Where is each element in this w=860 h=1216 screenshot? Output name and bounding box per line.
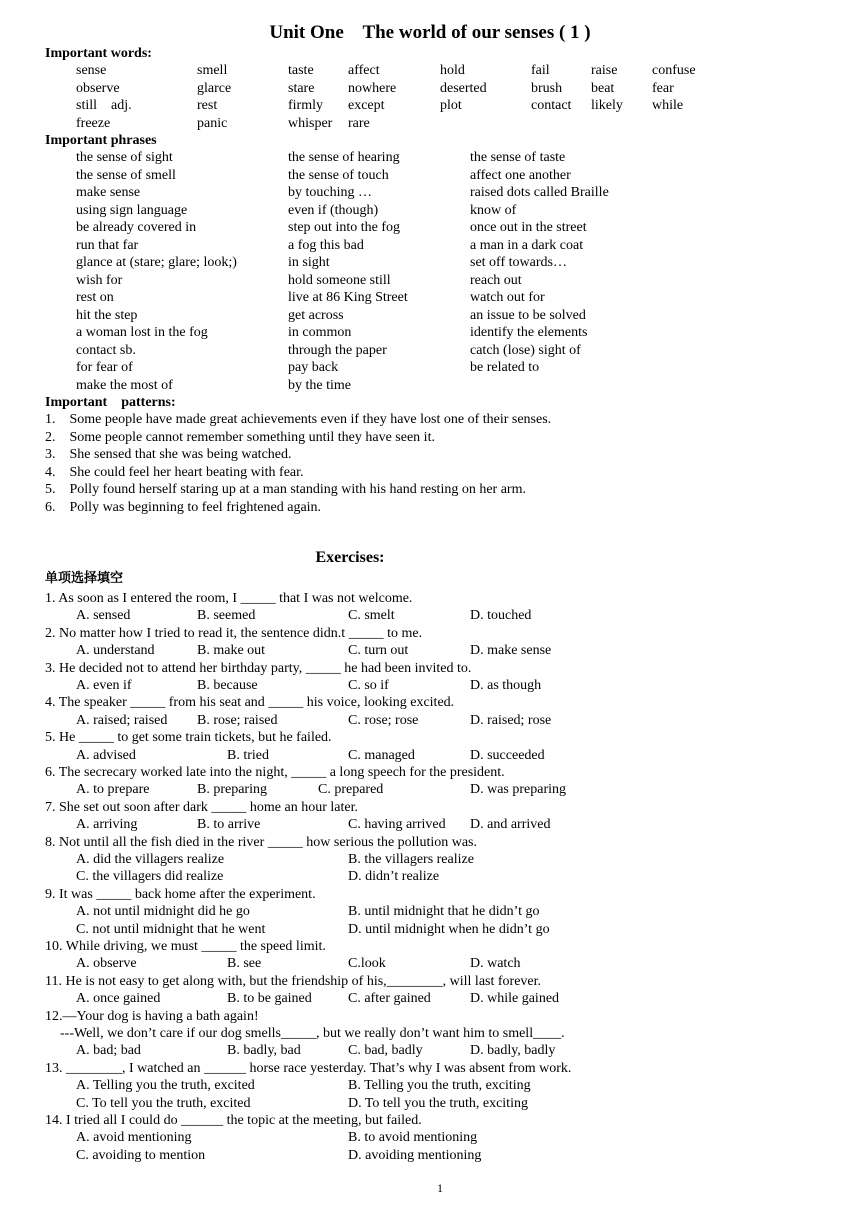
word-item: hold bbox=[440, 63, 465, 78]
phrase-item: step out into the fog bbox=[288, 220, 400, 235]
option-a: A. not until midnight did he go bbox=[76, 904, 250, 920]
question-stem: 11. He is not easy to get along with, but the friendship of his,________, will last forever. bbox=[45, 973, 542, 989]
phrase-item: watch out for bbox=[470, 290, 545, 305]
phrase-item: know of bbox=[470, 202, 517, 218]
option-b: B. make out bbox=[197, 643, 266, 659]
word-item: observe bbox=[76, 80, 120, 96]
phrase-item: through the paper bbox=[288, 342, 387, 358]
word-item: fear bbox=[652, 80, 674, 96]
word-item: smell bbox=[197, 63, 228, 78]
phrase-item: run that far bbox=[76, 237, 139, 253]
option-a: A. bad; bad bbox=[76, 1043, 141, 1059]
word-item: freeze bbox=[76, 115, 111, 131]
question-stem: 2. No matter how I tried to read it, the sentence didn.t _____ to me. bbox=[45, 625, 423, 641]
option-b: B. until midnight that he didn’t go bbox=[348, 904, 540, 920]
phrase-item: a man in a dark coat bbox=[470, 237, 584, 253]
page-title: Unit One The world of our senses ( 1 ) bbox=[269, 22, 591, 43]
option-c: C. managed bbox=[348, 747, 415, 763]
option-a: A. once gained bbox=[76, 991, 161, 1007]
pattern-item: 3. She sensed that she was being watched. bbox=[45, 447, 292, 462]
word-item: rare bbox=[348, 115, 370, 131]
option-d: D. didn’t realize bbox=[348, 869, 440, 885]
option-a: A. to prepare bbox=[76, 782, 150, 798]
option-c: C. avoiding to mention bbox=[76, 1147, 206, 1163]
phrase-item: a fog this bad bbox=[288, 237, 364, 253]
words-heading: Important words: bbox=[45, 46, 152, 61]
option-c: C. smelt bbox=[348, 608, 395, 624]
phrase-item: pay back bbox=[288, 360, 339, 375]
exercises-heading: Exercises: bbox=[315, 549, 385, 566]
option-a: A. raised; raised bbox=[76, 712, 168, 728]
question-stem: 1. As soon as I entered the room, I _____ that I was not welcome. bbox=[45, 591, 413, 606]
word-item: beat bbox=[591, 80, 615, 96]
question-stem: 8. Not until all the fish died in the river _____ how serious the pollution was. bbox=[45, 834, 477, 850]
phrase-item: the sense of taste bbox=[470, 150, 566, 165]
question-stem: 5. He _____ to get some train tickets, but he failed. bbox=[45, 730, 332, 746]
option-a: A. avoid mentioning bbox=[76, 1130, 192, 1146]
phrase-item: using sign language bbox=[76, 202, 188, 218]
phrase-item: an issue to be solved bbox=[470, 307, 586, 323]
phrase-item: wish for bbox=[76, 272, 123, 288]
phrase-item: affect one another bbox=[470, 167, 571, 183]
phrase-item: set off towards… bbox=[470, 255, 567, 270]
question-stem: 3. He decided not to attend her birthday party, _____ he had been invited to. bbox=[45, 660, 472, 676]
word-item: panic bbox=[197, 115, 228, 131]
option-d: D. until midnight when he didn’t go bbox=[348, 921, 550, 937]
word-item: deserted bbox=[440, 80, 487, 96]
phrase-item: for fear of bbox=[76, 360, 133, 375]
option-d: D. raised; rose bbox=[470, 712, 552, 728]
option-b: B. Telling you the truth, exciting bbox=[348, 1078, 531, 1094]
question-stem: 7. She set out soon after dark _____ home an hour later. bbox=[45, 799, 358, 815]
pattern-item: 4. She could feel her heart beating with fear. bbox=[45, 464, 304, 480]
word-item: stare bbox=[288, 80, 315, 96]
option-c: C. so if bbox=[348, 678, 389, 693]
option-d: D. watch bbox=[470, 956, 521, 972]
option-a: A. did the villagers realize bbox=[76, 852, 225, 867]
patterns-heading: Important patterns: bbox=[45, 395, 176, 410]
word-item: confuse bbox=[652, 63, 696, 78]
phrase-item: a woman lost in the fog bbox=[76, 325, 208, 340]
word-item: rest bbox=[197, 98, 218, 113]
phrase-item: reach out bbox=[470, 272, 522, 288]
question-stem: 14. I tried all I could do ______ the topic at the meeting, but failed. bbox=[45, 1113, 422, 1128]
option-a: A. advised bbox=[76, 747, 136, 763]
option-a: A. observe bbox=[76, 956, 137, 972]
word-item: affect bbox=[348, 63, 380, 78]
option-a: A. understand bbox=[76, 643, 155, 659]
option-b: B. to arrive bbox=[197, 817, 261, 833]
phrases-heading: Important phrases bbox=[45, 133, 157, 148]
phrase-item: get across bbox=[288, 307, 344, 323]
phrase-item: the sense of sight bbox=[76, 150, 173, 165]
option-c: C. the villagers did realize bbox=[76, 869, 224, 885]
option-c: C. not until midnight that he went bbox=[76, 921, 266, 937]
phrase-item: make sense bbox=[76, 185, 141, 200]
phrase-item: glance at (stare; glare; look;) bbox=[76, 255, 237, 270]
phrase-item: be already covered in bbox=[76, 220, 197, 235]
option-c: C. turn out bbox=[348, 643, 409, 659]
option-d: D. and arrived bbox=[470, 817, 551, 833]
word-item: whisper bbox=[288, 115, 333, 131]
word-item: firmly bbox=[288, 98, 323, 113]
phrase-item: the sense of smell bbox=[76, 167, 176, 183]
word-item: nowhere bbox=[348, 80, 397, 96]
option-c: C. To tell you the truth, excited bbox=[76, 1095, 251, 1111]
option-c: C. bad, badly bbox=[348, 1043, 423, 1059]
option-b: B. tried bbox=[227, 747, 269, 763]
phrase-item: rest on bbox=[76, 290, 114, 305]
option-c: C. having arrived bbox=[348, 817, 446, 833]
option-d: D. touched bbox=[470, 608, 532, 624]
word-item: while bbox=[652, 98, 684, 113]
option-c: C.look bbox=[348, 956, 386, 972]
option-b: B. badly, bad bbox=[227, 1043, 301, 1059]
phrase-item: the sense of hearing bbox=[288, 150, 400, 165]
option-b: B. see bbox=[227, 956, 262, 972]
option-a: A. even if bbox=[76, 678, 132, 693]
phrase-item: be related to bbox=[470, 360, 540, 375]
option-a: A. arriving bbox=[76, 817, 138, 833]
option-d: D. while gained bbox=[470, 991, 560, 1007]
pattern-item: 6. Polly was beginning to feel frightened again. bbox=[45, 499, 322, 515]
option-b: B. because bbox=[197, 678, 258, 693]
question-stem: 6. The secrecary worked late into the night, _____ a long speech for the president. bbox=[45, 765, 505, 780]
question-stem: 10. While driving, we must _____ the speed limit. bbox=[45, 939, 326, 954]
word-item: still adj. bbox=[76, 98, 132, 113]
phrase-item: make the most of bbox=[76, 377, 173, 393]
word-item: taste bbox=[288, 63, 314, 78]
option-a: A. sensed bbox=[76, 608, 131, 624]
option-b: B. the villagers realize bbox=[348, 852, 474, 867]
question-stem: 9. It was _____ back home after the experiment. bbox=[45, 886, 316, 902]
option-d: D. succeeded bbox=[470, 747, 545, 763]
option-d: D. badly, badly bbox=[470, 1043, 556, 1059]
word-item: fail bbox=[531, 63, 550, 78]
phrase-item: contact sb. bbox=[76, 342, 136, 358]
section-heading-cn: 单项选择填空 bbox=[45, 571, 124, 586]
phrase-item: even if (though) bbox=[288, 202, 379, 218]
word-item: plot bbox=[440, 98, 462, 113]
phrase-item: in sight bbox=[288, 255, 330, 270]
word-item: brush bbox=[531, 80, 563, 96]
option-b: B. preparing bbox=[197, 782, 267, 798]
phrase-item: hit the step bbox=[76, 307, 138, 323]
phrase-item: once out in the street bbox=[470, 220, 587, 235]
question-stem: 13. ________, I watched an ______ horse race yesterday. That’s why I was absent from work. bbox=[45, 1060, 572, 1076]
option-c: C. after gained bbox=[348, 991, 431, 1007]
word-item: glarce bbox=[197, 80, 232, 96]
question-stem: 12.—Your dog is having a bath again! bbox=[45, 1008, 259, 1024]
phrase-item: live at 86 King Street bbox=[288, 290, 408, 305]
option-c: C. rose; rose bbox=[348, 712, 419, 728]
phrase-item: the sense of touch bbox=[288, 167, 389, 183]
phrase-item: raised dots called Braille bbox=[470, 185, 609, 200]
word-item: contact bbox=[531, 98, 572, 113]
option-d: D. avoiding mentioning bbox=[348, 1147, 482, 1163]
question-stem-reply: ---Well, we don’t care if our dog smells_____, but we really don’t want him to smell____. bbox=[60, 1026, 565, 1041]
option-c: C. prepared bbox=[318, 782, 384, 798]
pattern-item: 1. Some people have made great achievements even if they have lost one of their senses. bbox=[45, 412, 552, 427]
phrase-item: catch (lose) sight of bbox=[470, 342, 581, 358]
phrase-item: in common bbox=[288, 325, 352, 340]
option-b: B. to avoid mentioning bbox=[348, 1130, 478, 1146]
phrase-item: identify the elements bbox=[470, 325, 588, 340]
option-b: B. rose; raised bbox=[197, 712, 278, 728]
phrase-item: hold someone still bbox=[288, 272, 391, 288]
question-stem: 4. The speaker _____ from his seat and _____ his voice, looking excited. bbox=[45, 695, 455, 711]
option-d: D. To tell you the truth, exciting bbox=[348, 1095, 528, 1111]
word-item: sense bbox=[76, 63, 107, 78]
option-a: A. Telling you the truth, excited bbox=[76, 1078, 255, 1094]
phrase-item: by touching … bbox=[288, 185, 372, 200]
option-b: B. seemed bbox=[197, 608, 256, 624]
word-item: likely bbox=[591, 98, 623, 113]
option-d: D. as though bbox=[470, 678, 542, 693]
pattern-item: 2. Some people cannot remember something until they have seen it. bbox=[45, 429, 435, 445]
page-number: 1 bbox=[437, 1181, 443, 1195]
word-item: except bbox=[348, 98, 385, 113]
option-d: D. make sense bbox=[470, 643, 552, 659]
word-item: raise bbox=[591, 63, 618, 78]
option-d: D. was preparing bbox=[470, 782, 567, 798]
phrase-item: by the time bbox=[288, 377, 351, 393]
pattern-item: 5. Polly found herself staring up at a man standing with his hand resting on her arm. bbox=[45, 482, 526, 497]
option-b: B. to be gained bbox=[227, 991, 312, 1007]
